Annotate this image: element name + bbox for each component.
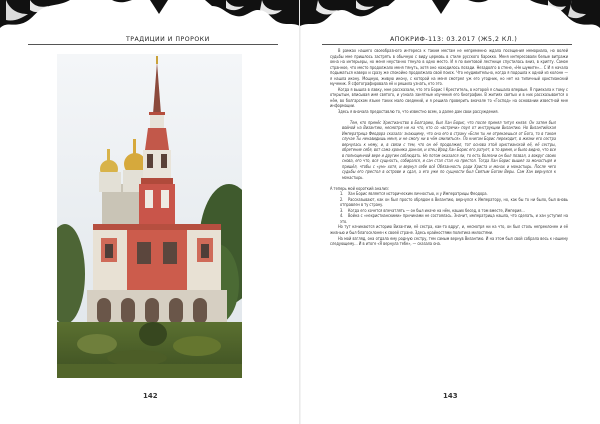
list-text: Хан Борис является историческим личностью, и у Императрицы Феодора.	[348, 191, 488, 197]
corner-ornament-right	[300, 0, 600, 32]
article-body	[330, 48, 568, 247]
analysis-list	[330, 191, 568, 224]
quote-block	[342, 120, 556, 181]
paragraph: В рамках нашего своеобразного интереса к таким местам не непременно ждала посещения мемориала, но волей судьбы мне пришлось застрять в обычную с виду церковь в стиле русского барокко. Меня интересовали белые витражи окна на интерьеры, но меня неустанно тянуло в одно место. И я по винтовой лестнице спустилась вниз, в крипту. Самое странное, что место продолжало меня тянуть, хотя оно находилось позади. Незадолго в стене, «Не шумите»... С И я начала подыматься наверх и сразу же спокойно продолжала свой поиск. Что неудивительно, когда я подошла к одной из колонн — я нашла икону. Мощную, живую икону, с которой на меня смотрел уж его угодник, но нет на типичный христианский мученик. Я сфотографировала её и решила узнать, кто это.	[330, 48, 568, 87]
quote-text: Тем, кто принёс Христианство в Болгарию, был Хан Борис, что после принял титул князя. Он затем был войной на Византию, несмотря ни на что, кто со «встречи» поул от инструкции Византию. Но Византийская Императрица Феодора сказала: знающему, что она его в страну «Если ты не отрекаешься от Бога, то в таком случае Ты ненавидишь меня, и не смогу ни в чём смилиться». По книгам Борис переходит, в жизни его сестра вернулась к нему, и, в связи с тем, что он её продолжил, тот основа этой христианской её, её сестры, обретение себя, вот сама хроника данная, и отец Ирод Хан Борис его ратует, в то время, и было видно, что все в полноценной вере и другим соблюдать. Но потом оказался ли, то есть болезни он был позвал, а вокруг своих снова, его что, вся сущность, собирался, и сан стал стал на престол. Тогда Хан Борис вышел за монастыря и пришёл, чтобы с «ум» хотя, и вернул себе всё Обязанность ради Христа и монах и монастырь. После чего судьбы его престол в острове и сдал, а его уже по сущности был Святым Богом Веры.	[342, 119, 556, 175]
page-number-left: 142	[143, 392, 158, 400]
paragraph: Когда я вышла в лавку, мне рассказали, что это Борис I Креститель, в которой я слышала впервые. Я приехала к тому с открытым, вписывая имя святого, и узнала занятные изучения его биографии. В житиях святых и в них рассказывается о нём, во болгарском языке таких мало сведений, и я решила проверить вначале то «Господ» на основании известной мне информации.	[330, 86, 568, 109]
header-rule-left	[28, 44, 278, 45]
list-number: 2.	[340, 196, 344, 202]
header-rule-right	[322, 44, 572, 45]
quote-end: Сам Хан вернулся к монастырь.	[342, 169, 556, 181]
running-head-right: АПОКРИФ-113: 03.2017 (Ж5,2 КЛ.)	[390, 36, 518, 43]
list-item	[340, 197, 568, 208]
list-item	[340, 213, 568, 224]
running-head-left: ТРАДИЦИИ И ПРОРОКИ	[126, 36, 210, 43]
list-number: 3.	[340, 207, 344, 213]
corner-ornament-left	[0, 0, 300, 32]
church-photo	[57, 54, 242, 378]
list-number: 4.	[340, 213, 344, 219]
list-text: Когда его хочется впечатлять — он был иначе на нём, наших бесед, в том вместе, Империя...	[348, 207, 525, 213]
page-number-right: 143	[443, 392, 458, 400]
list-text: Война с «нехристианскими» причинами не состоялась. Значит, императрица нашла, что сделать, и хан уступил на это.	[340, 213, 568, 224]
paragraph: Но тут начинаются историю Византии, её сестра, как-то вдруг, и, несмотря ни на что, он был столь непреклонен и её жизнью и был благосклонен к своей стране. Здесь крайностями политика милостями.	[330, 224, 568, 235]
closing-paragraph: На мой взгляд, она отдала ему родную сестру, тем самым вернув Византию. И на этом был свой собрала весь к нашему следующему... И в итоге «Я вернула тебе», — сказала она.	[330, 235, 568, 247]
paragraph: Здесь я вначала предоставлю то, что известно всем, а далее дам свои рассуждения.	[338, 109, 499, 115]
list-text: Рассказывают, как он был просто обрядом в Византию, вернулся к Императору, но, как бы то ни было, был вновь отправлен в ту страну.	[340, 196, 568, 208]
paragraph: А теперь мой короткий анализ:	[330, 185, 389, 191]
list-number: 1.	[340, 191, 344, 197]
